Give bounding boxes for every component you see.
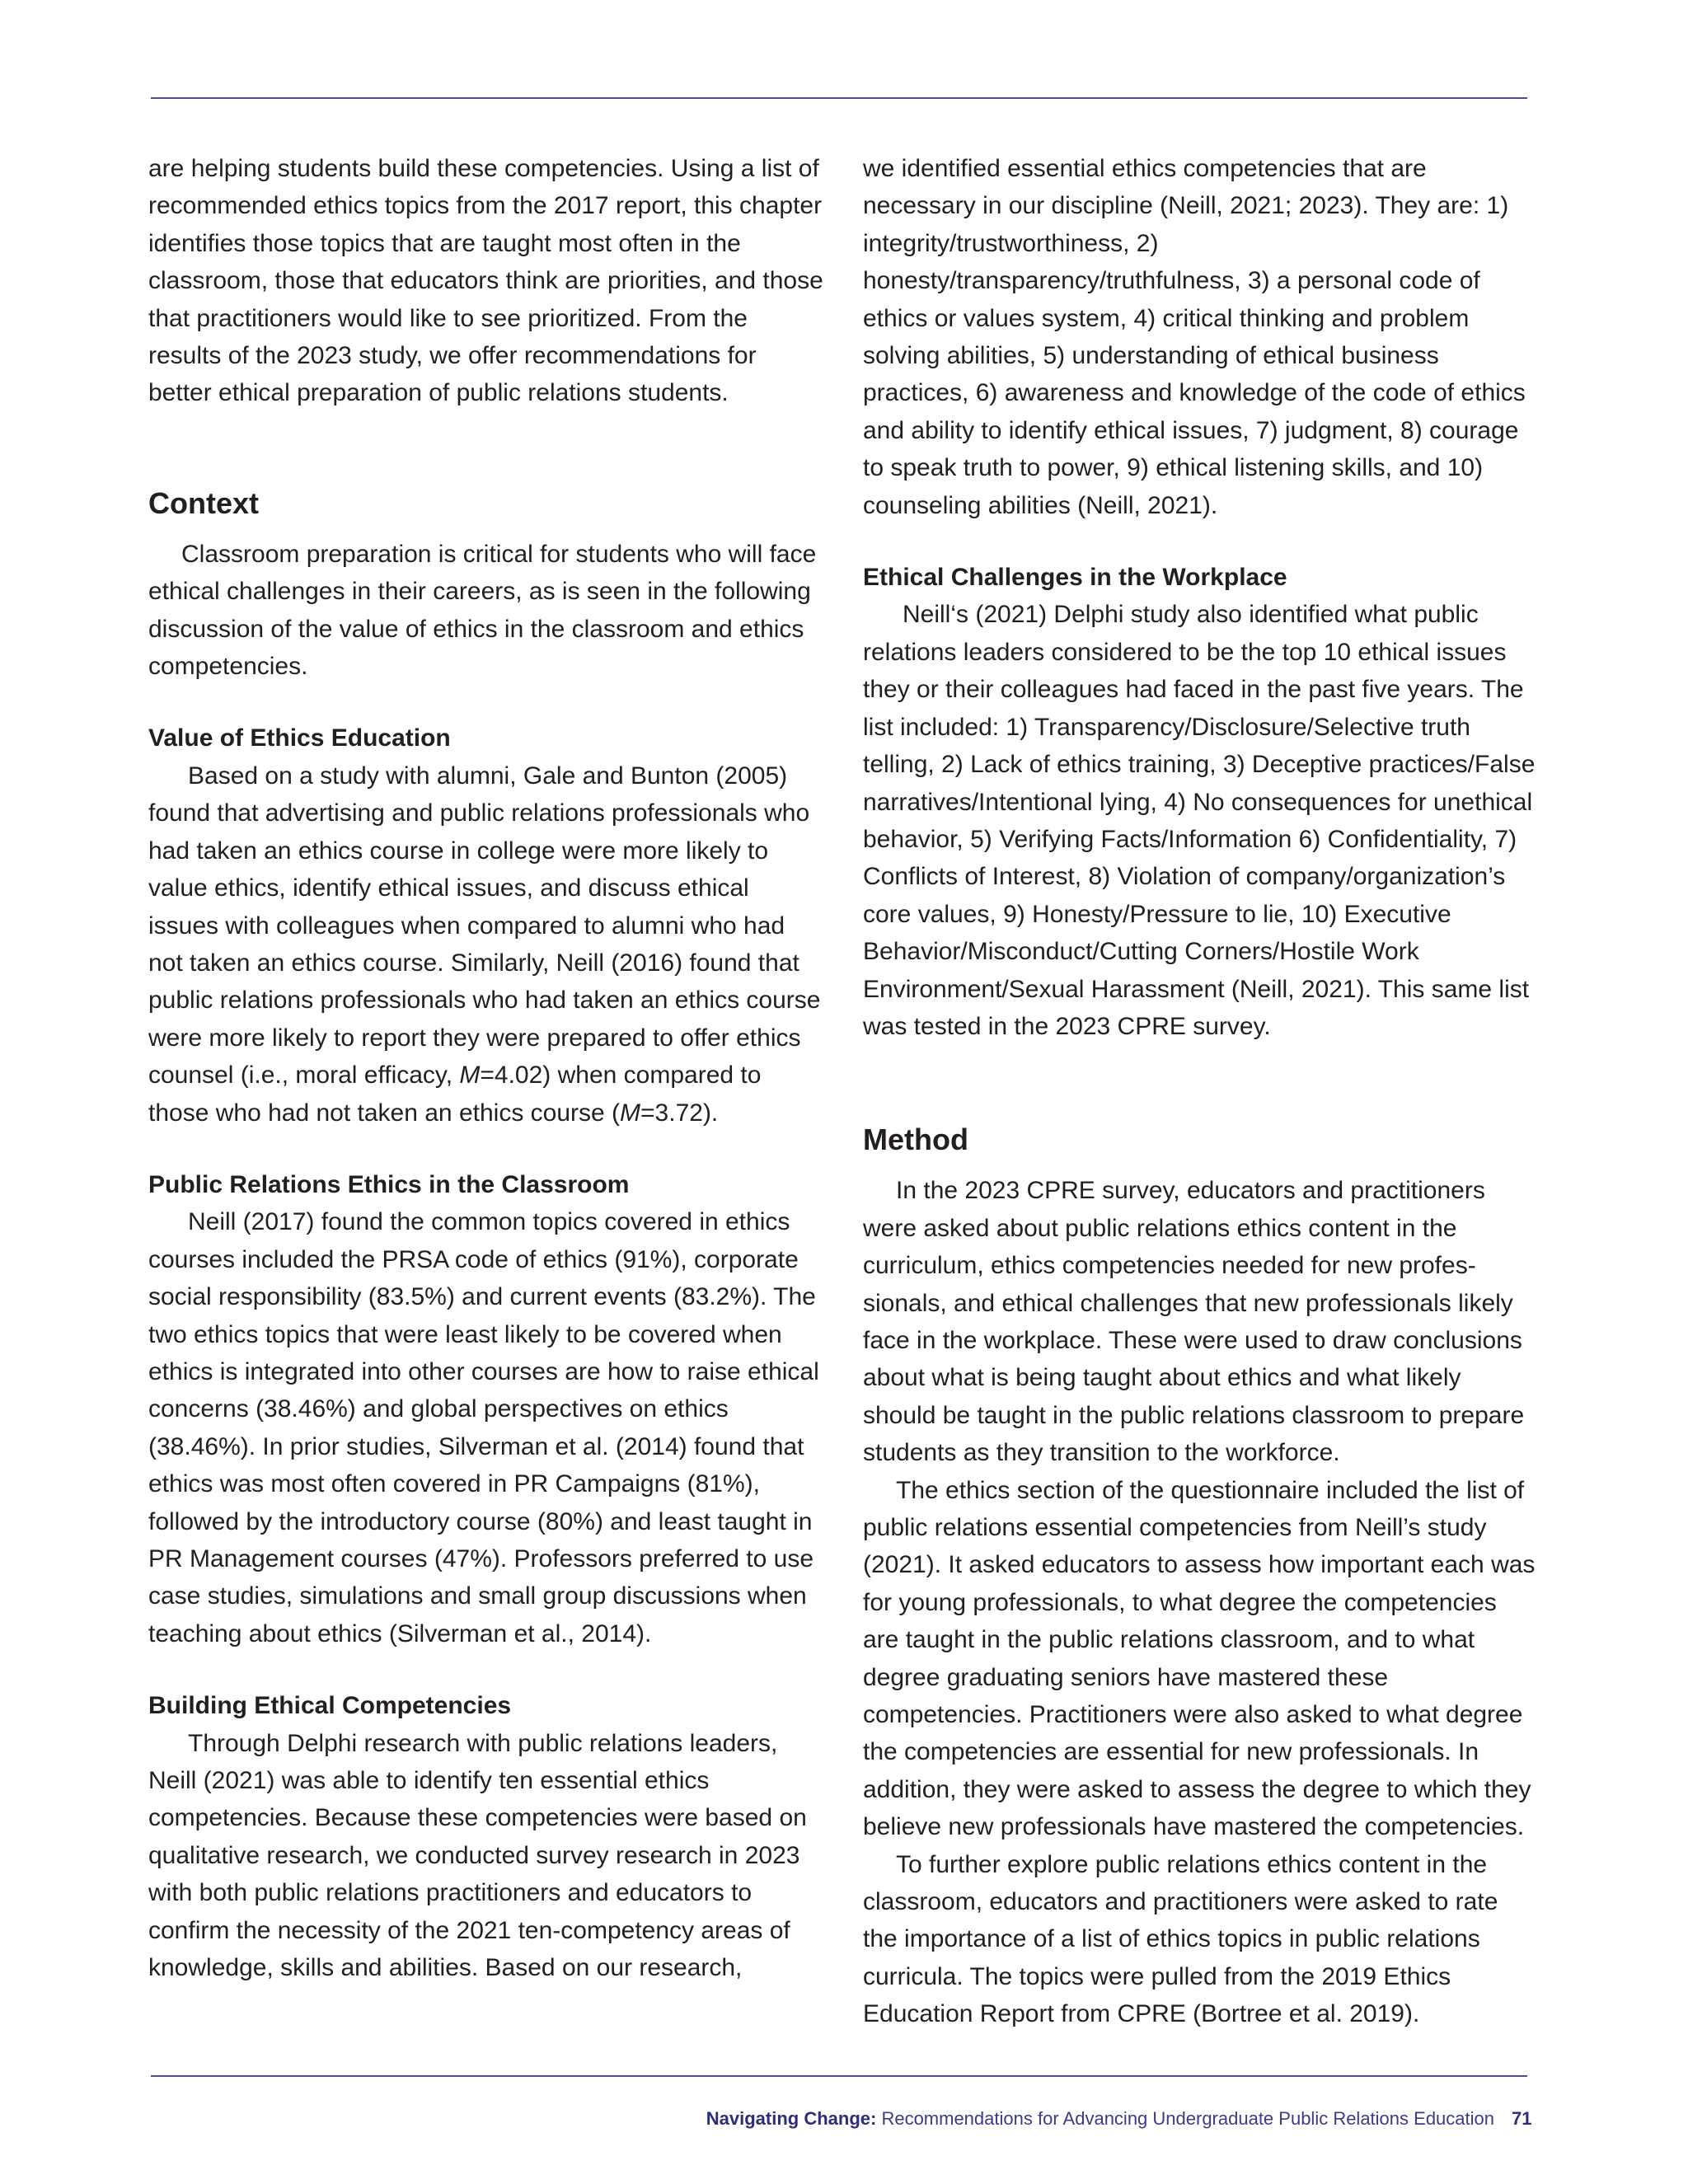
context-paragraph: Classroom preparation is critical for students who will face ethical challenges in their careers, as is seen in the following discussion of the value of ethics in the classroom and ethics competencies. <box>148 540 817 681</box>
method-paragraph-3: To further explore public relations ethics content in the classroom, educators and practitioners were asked to rate the importance of a list of ethics topics in public relations curricula. The topics were pulled from the 2019 Ethics Education Report from CPRE (Bortree et al. 2019). <box>863 1850 1498 2028</box>
top-rule <box>151 97 1527 99</box>
value-paragraph-text-b: =4.02) when compared to those who had not taken an ethics course ( <box>148 1062 762 1127</box>
footer-title <box>706 2108 1494 2130</box>
pr-ethics-heading: Public Relations Ethics in the Classroom <box>148 1170 630 1198</box>
context-heading: Context <box>148 485 259 520</box>
building-heading: Building Ethical Competencies <box>148 1692 512 1720</box>
challenges-paragraph: Neill‘s (2021) Delphi study also identified what public relations leaders considered to be the top 10 ethical issues they or their colleagues had faced in the past five years. The list included: 1) Transparency/Disclosure/Selective truth telling, 2) Lack of ethics training, 3) Deceptive practices/False narratives/Intentional lying, 4) No consequences for unethical behavior, 5) Verifying Facts/Information 6) Confidentiality, 7) Conflicts of Interest, 8) Violation of company/organization’s core values, 9) Honesty/Pressure to lie, 10) Executive Behavior/Misconduct/Cutting Corners/Hostile Work Environment/Sexual Harassment (Neill, 2021). This same list was tested in the 2023 CPRE survey. <box>863 601 1536 1040</box>
method-heading: Method <box>863 1122 968 1157</box>
bottom-rule <box>151 2075 1527 2077</box>
mean-label-1: M <box>459 1062 481 1090</box>
pr-ethics-paragraph: Neill (2017) found the common topics covered in ethics courses included the PRSA code of ethics (91%), corporate social responsibility (83.5%) and current events (83.2%). The two ethics topics that were least likely to be covered when ethics is integrated into other courses are how to raise ethical concerns (38.46%) and global perspectives on ethics (38.46%). In prior studies, Silverman et al. (2014) found that ethics was most often covered in PR Campaigns (81%), followed by the introductory course (80%) and least taught in PR Management courses (47%). Professors preferred to use case studies, simulations and small group discussions when teaching about ethics (Silverman et al., 2014). <box>148 1208 819 1647</box>
challenges-heading: Ethical Challenges in the Workplace <box>863 564 1287 592</box>
footer-title-rest: Recommendations for Advancing Undergraduate Public Relations Education <box>876 2108 1494 2129</box>
value-paragraph-text-c: =3.72). <box>640 1099 719 1127</box>
footer-title-bold: Navigating Change: <box>706 2108 877 2129</box>
page-number: 71 <box>1512 2108 1532 2129</box>
right-column <box>863 150 1537 2033</box>
value-paragraph-text-a: Based on a study with alumni, Gale and Bunton (2005) found that advertising and public relations professionals who had taken an ethics course in college were more likely to value ethics, identify ethical issues, and discuss ethical issues with colleagues when compared to alumni who had not taken an ethics course. Similarly, Neill (2016) found that public relations professionals who had taken an ethics course were more likely to report they were prepared to offer ethics counsel (i.e., moral efficacy, <box>148 762 821 1090</box>
value-heading: Value of Ethics Education <box>148 724 451 752</box>
intro-paragraph: are helping students build these competencies. Using a list of recommended ethics topics from the 2017 report, this chapter identifies those topics that are taught most often in the classroom, those that educators think are priorities, and those that practitioners would like to see prioritized. From the results of the 2023 study, we offer recommendations for better ethical preparation of public relations students. <box>148 155 823 407</box>
method-paragraph-1: In the 2023 CPRE survey, educators and practitioners were asked about public relations ethics content in the curriculum, ethics competencies needed for new profes-sionals, and ethical challenges that new professionals likely face in the workplace. These were used to draw conclusions about what is being taught about ethics and what likely should be taught in the public relations classroom to prepare students as they transition to the workforce. <box>863 1177 1525 1467</box>
method-paragraph-2: The ethics section of the questionnaire included the list of public relations essential competencies from Neill’s study (2021). It asked educators to assess how important each was for young professionals, to what degree the competencies are taught in the public relations classroom, and to what degree graduating seniors have mastered these competencies. Practitioners were also asked to what degree the competencies are essential for new professionals. In addition, they were asked to assess the degree to which they believe new professionals have mastered the competencies. <box>863 1476 1536 1841</box>
building-paragraph: Through Delphi research with public relations leaders, Neill (2021) was able to identify ten essential ethics competencies. Because these competencies were based on qualitative research, we conducted survey research in 2023 with both public relations practitioners and educators to confirm the necessity of the 2021 ten-competency areas of knowledge, skills and abilities. Based on our research, <box>148 1729 807 1982</box>
left-column <box>148 150 824 1986</box>
value-paragraph <box>148 757 824 1132</box>
competencies-paragraph: we identified essential ethics competencies that are necessary in our discipline (Neill, 2021; 2023). They are: 1) integrity/trustworthiness, 2) honesty/transparency/truthfulness, 3) a personal code of ethics or values system, 4) critical thinking and problem solving abilities, 5) understanding of ethical business practices, 6) awareness and knowledge of the code of ethics and ability to identify ethical issues, 7) judgment, 8) courage to speak truth to power, 9) ethical listening skills, and 10) counseling abilities (Neill, 2021). <box>863 155 1526 519</box>
mean-label-2: M <box>620 1099 641 1127</box>
